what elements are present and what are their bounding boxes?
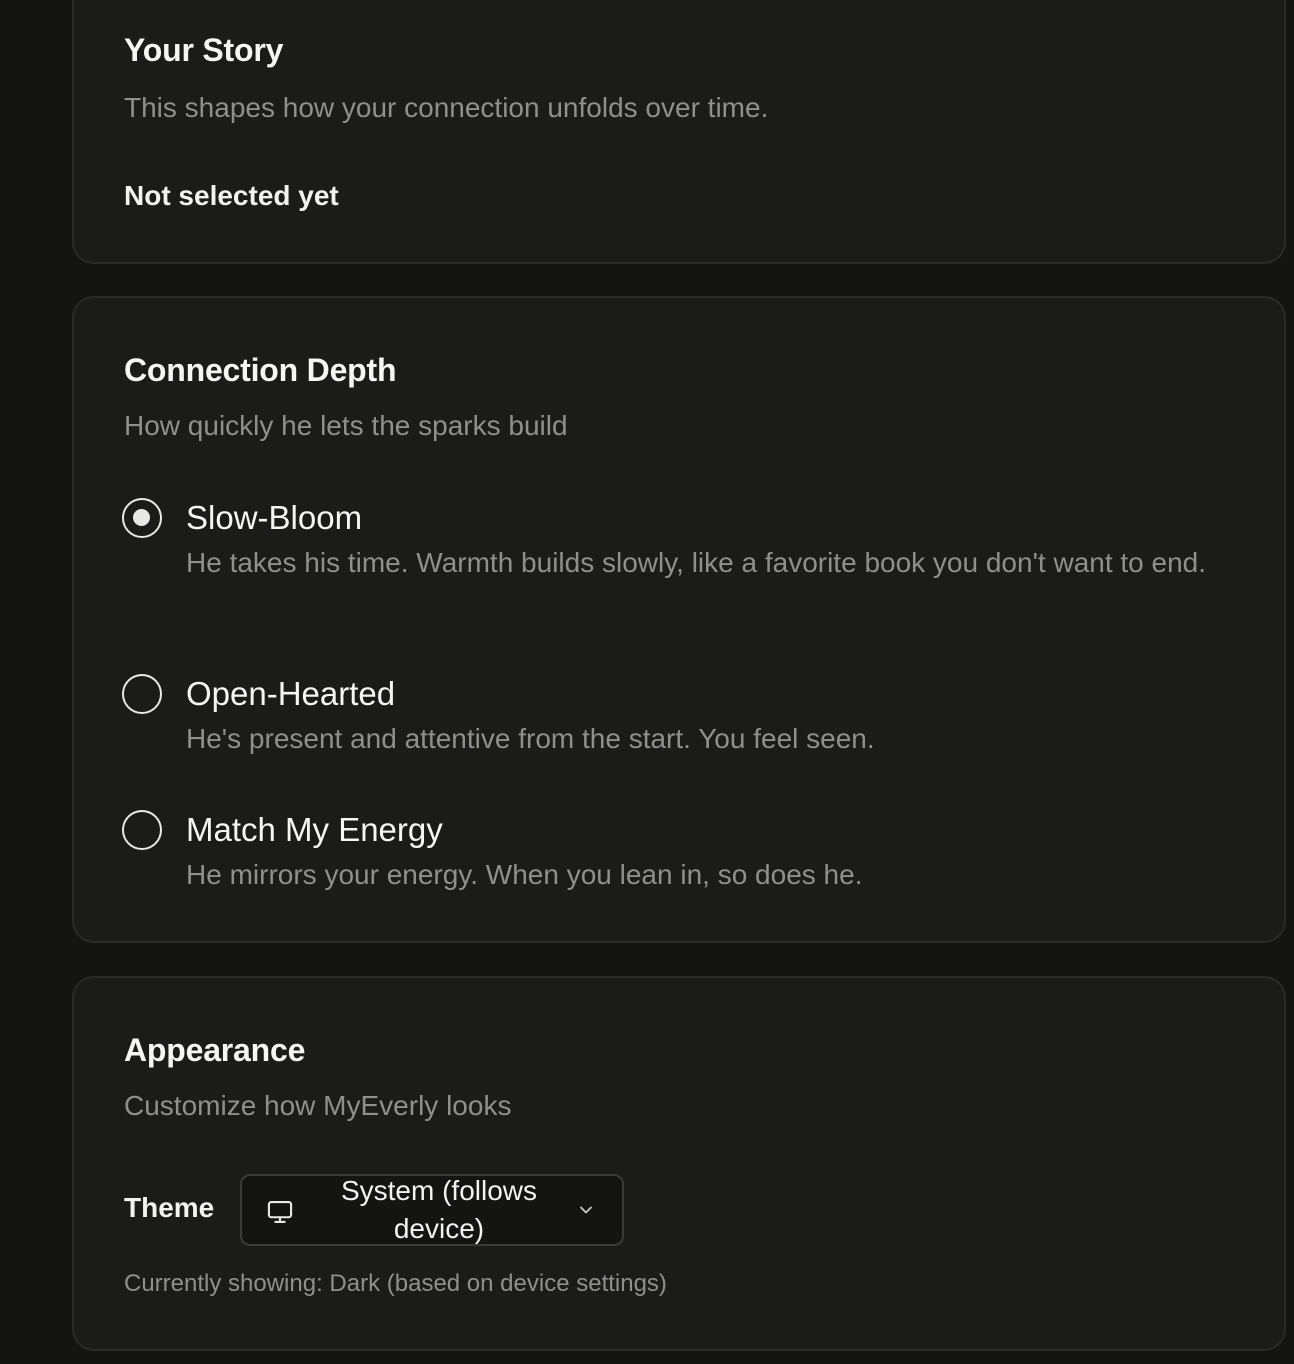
option-description: He mirrors your energy. When you lean in, so does he. [186,859,863,890]
option-description: He's present and attentive from the start. You feel seen. [186,723,875,754]
option-label: Slow-Bloom [186,499,363,536]
radio-open-hearted[interactable] [122,674,162,714]
appearance-title: Appearance [124,1032,306,1068]
appearance-card [72,976,1286,1351]
option-label: Match My Energy [186,811,443,848]
connection-depth-title: Connection Depth [124,352,397,388]
your-story-subtitle: This shapes how your connection unfolds over time. [124,92,769,123]
theme-label: Theme [124,1192,215,1223]
radio-slow-bloom[interactable] [122,498,162,538]
option-description: He takes his time. Warmth builds slowly, like a favorite book you don't want to end. [186,547,1207,578]
monitor-icon [266,1198,294,1226]
radio-match-my-energy[interactable] [122,810,162,850]
theme-select-value: System (follows device) [340,1175,538,1244]
connection-depth-card [72,296,1286,943]
theme-row [124,1174,644,1246]
appearance-subtitle: Customize how MyEverly looks [124,1090,512,1121]
connection-depth-subtitle: How quickly he lets the sparks build [124,410,568,441]
your-story-value: Not selected yet [124,180,339,211]
option-label: Open-Hearted [186,675,396,712]
radio-selected-dot [133,509,150,526]
your-story-title: Your Story [124,32,284,68]
chevron-down-icon [576,1200,596,1220]
theme-status-note: Currently showing: Dark (based on device settings) [124,1270,667,1297]
your-story-card [72,0,1286,264]
theme-select[interactable] [240,1174,624,1246]
